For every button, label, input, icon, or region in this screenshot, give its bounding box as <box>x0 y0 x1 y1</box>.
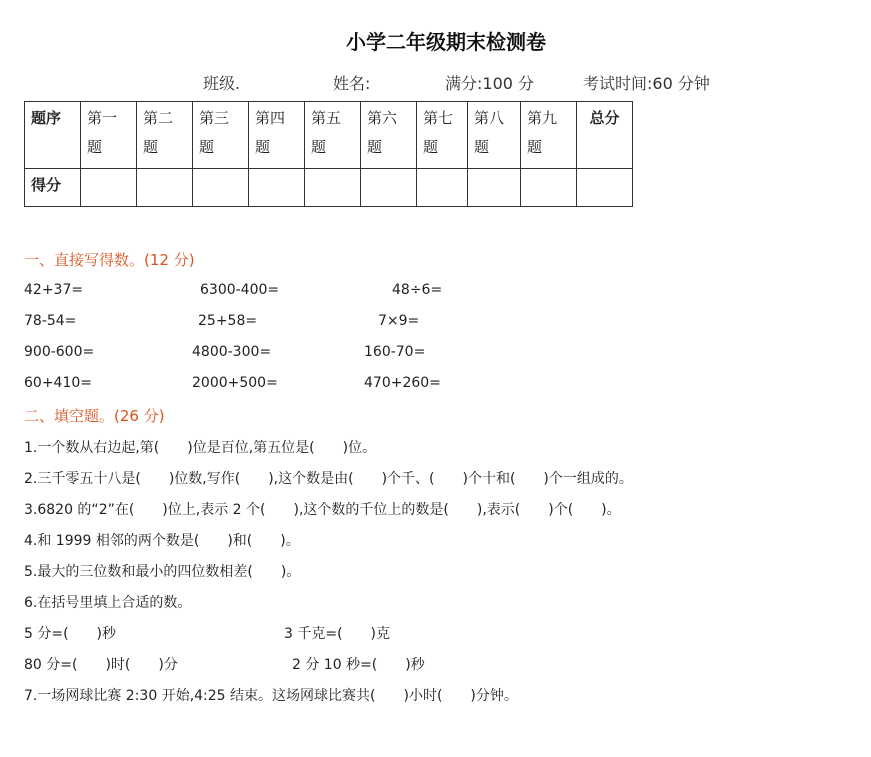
question-2-header: 第二题 <box>137 102 193 169</box>
score-cell[interactable] <box>361 169 417 207</box>
score-cell[interactable] <box>521 169 577 207</box>
question-2: 2.三千零五十八是( )位数,写作( ),这个数是由( )个千、( )个十和( )个一组成的。 <box>24 471 633 487</box>
score-cell[interactable] <box>137 169 193 207</box>
score-label: 得分 <box>25 169 81 207</box>
score-cell[interactable] <box>305 169 361 207</box>
section1-heading: 一、直接写得数。(12 分) <box>24 251 195 269</box>
question-3: 3.6820 的“2”在( )位上,表示 2 个( ),这个数的千位上的数是( ),表示( )个( )。 <box>24 502 621 518</box>
problem: 470+260= <box>364 375 441 391</box>
problem: 6300-400= <box>200 282 280 298</box>
question-8-header: 第八题 <box>468 102 521 169</box>
name-label: 姓名: <box>333 74 371 93</box>
total-score-cell[interactable] <box>577 169 633 207</box>
problem: 78-54= <box>24 313 77 329</box>
problem: 7×9= <box>378 313 420 329</box>
full-score: 满分:100 分 <box>445 74 535 93</box>
question-1-header: 第一题 <box>81 102 137 169</box>
score-cell[interactable] <box>81 169 137 207</box>
problem: 2000+500= <box>192 375 278 391</box>
question-6-header: 第六题 <box>361 102 417 169</box>
question-5: 5.最大的三位数和最小的四位数相差( )。 <box>24 564 301 580</box>
question-7: 7.一场网球比赛 2:30 开始,4:25 结束。这场网球比赛共( )小时( )分钟。 <box>24 688 518 704</box>
problem: 25+58= <box>198 313 258 329</box>
question-7-header: 第七题 <box>417 102 468 169</box>
page-title: 小学二年级期末检测卷 <box>346 30 546 54</box>
question-9-header: 第九题 <box>521 102 577 169</box>
score-cell[interactable] <box>468 169 521 207</box>
total-score-header: 总分 <box>577 102 633 169</box>
question-order-label: 题序 <box>25 102 81 169</box>
problem: 160-70= <box>364 344 426 360</box>
section2-heading: 二、填空题。(26 分) <box>24 407 165 425</box>
score-cell[interactable] <box>417 169 468 207</box>
question-6-item: 5 分=( )秒 <box>24 626 117 642</box>
problem: 60+410= <box>24 375 92 391</box>
class-label: 班级. <box>203 74 241 93</box>
question-6: 6.在括号里填上合适的数。 <box>24 595 192 611</box>
question-3-header: 第三题 <box>193 102 249 169</box>
score-cell[interactable] <box>249 169 305 207</box>
question-5-header: 第五题 <box>305 102 361 169</box>
problem: 42+37= <box>24 282 84 298</box>
question-6-item: 2 分 10 秒=( )秒 <box>292 657 425 673</box>
problem: 900-600= <box>24 344 95 360</box>
problem: 48÷6= <box>392 282 443 298</box>
exam-time: 考试时间:60 分钟 <box>583 74 710 93</box>
score-table <box>24 101 633 207</box>
question-6-item: 80 分=( )时( )分 <box>24 657 178 673</box>
question-1: 1.一个数从右边起,第( )位是百位,第五位是( )位。 <box>24 440 377 456</box>
score-table-score-row <box>25 169 633 207</box>
question-6-item: 3 千克=( )克 <box>284 626 391 642</box>
score-cell[interactable] <box>193 169 249 207</box>
problem: 4800-300= <box>192 344 272 360</box>
question-4: 4.和 1999 相邻的两个数是( )和( )。 <box>24 533 300 549</box>
score-table-header-row <box>25 102 633 169</box>
question-4-header: 第四题 <box>249 102 305 169</box>
